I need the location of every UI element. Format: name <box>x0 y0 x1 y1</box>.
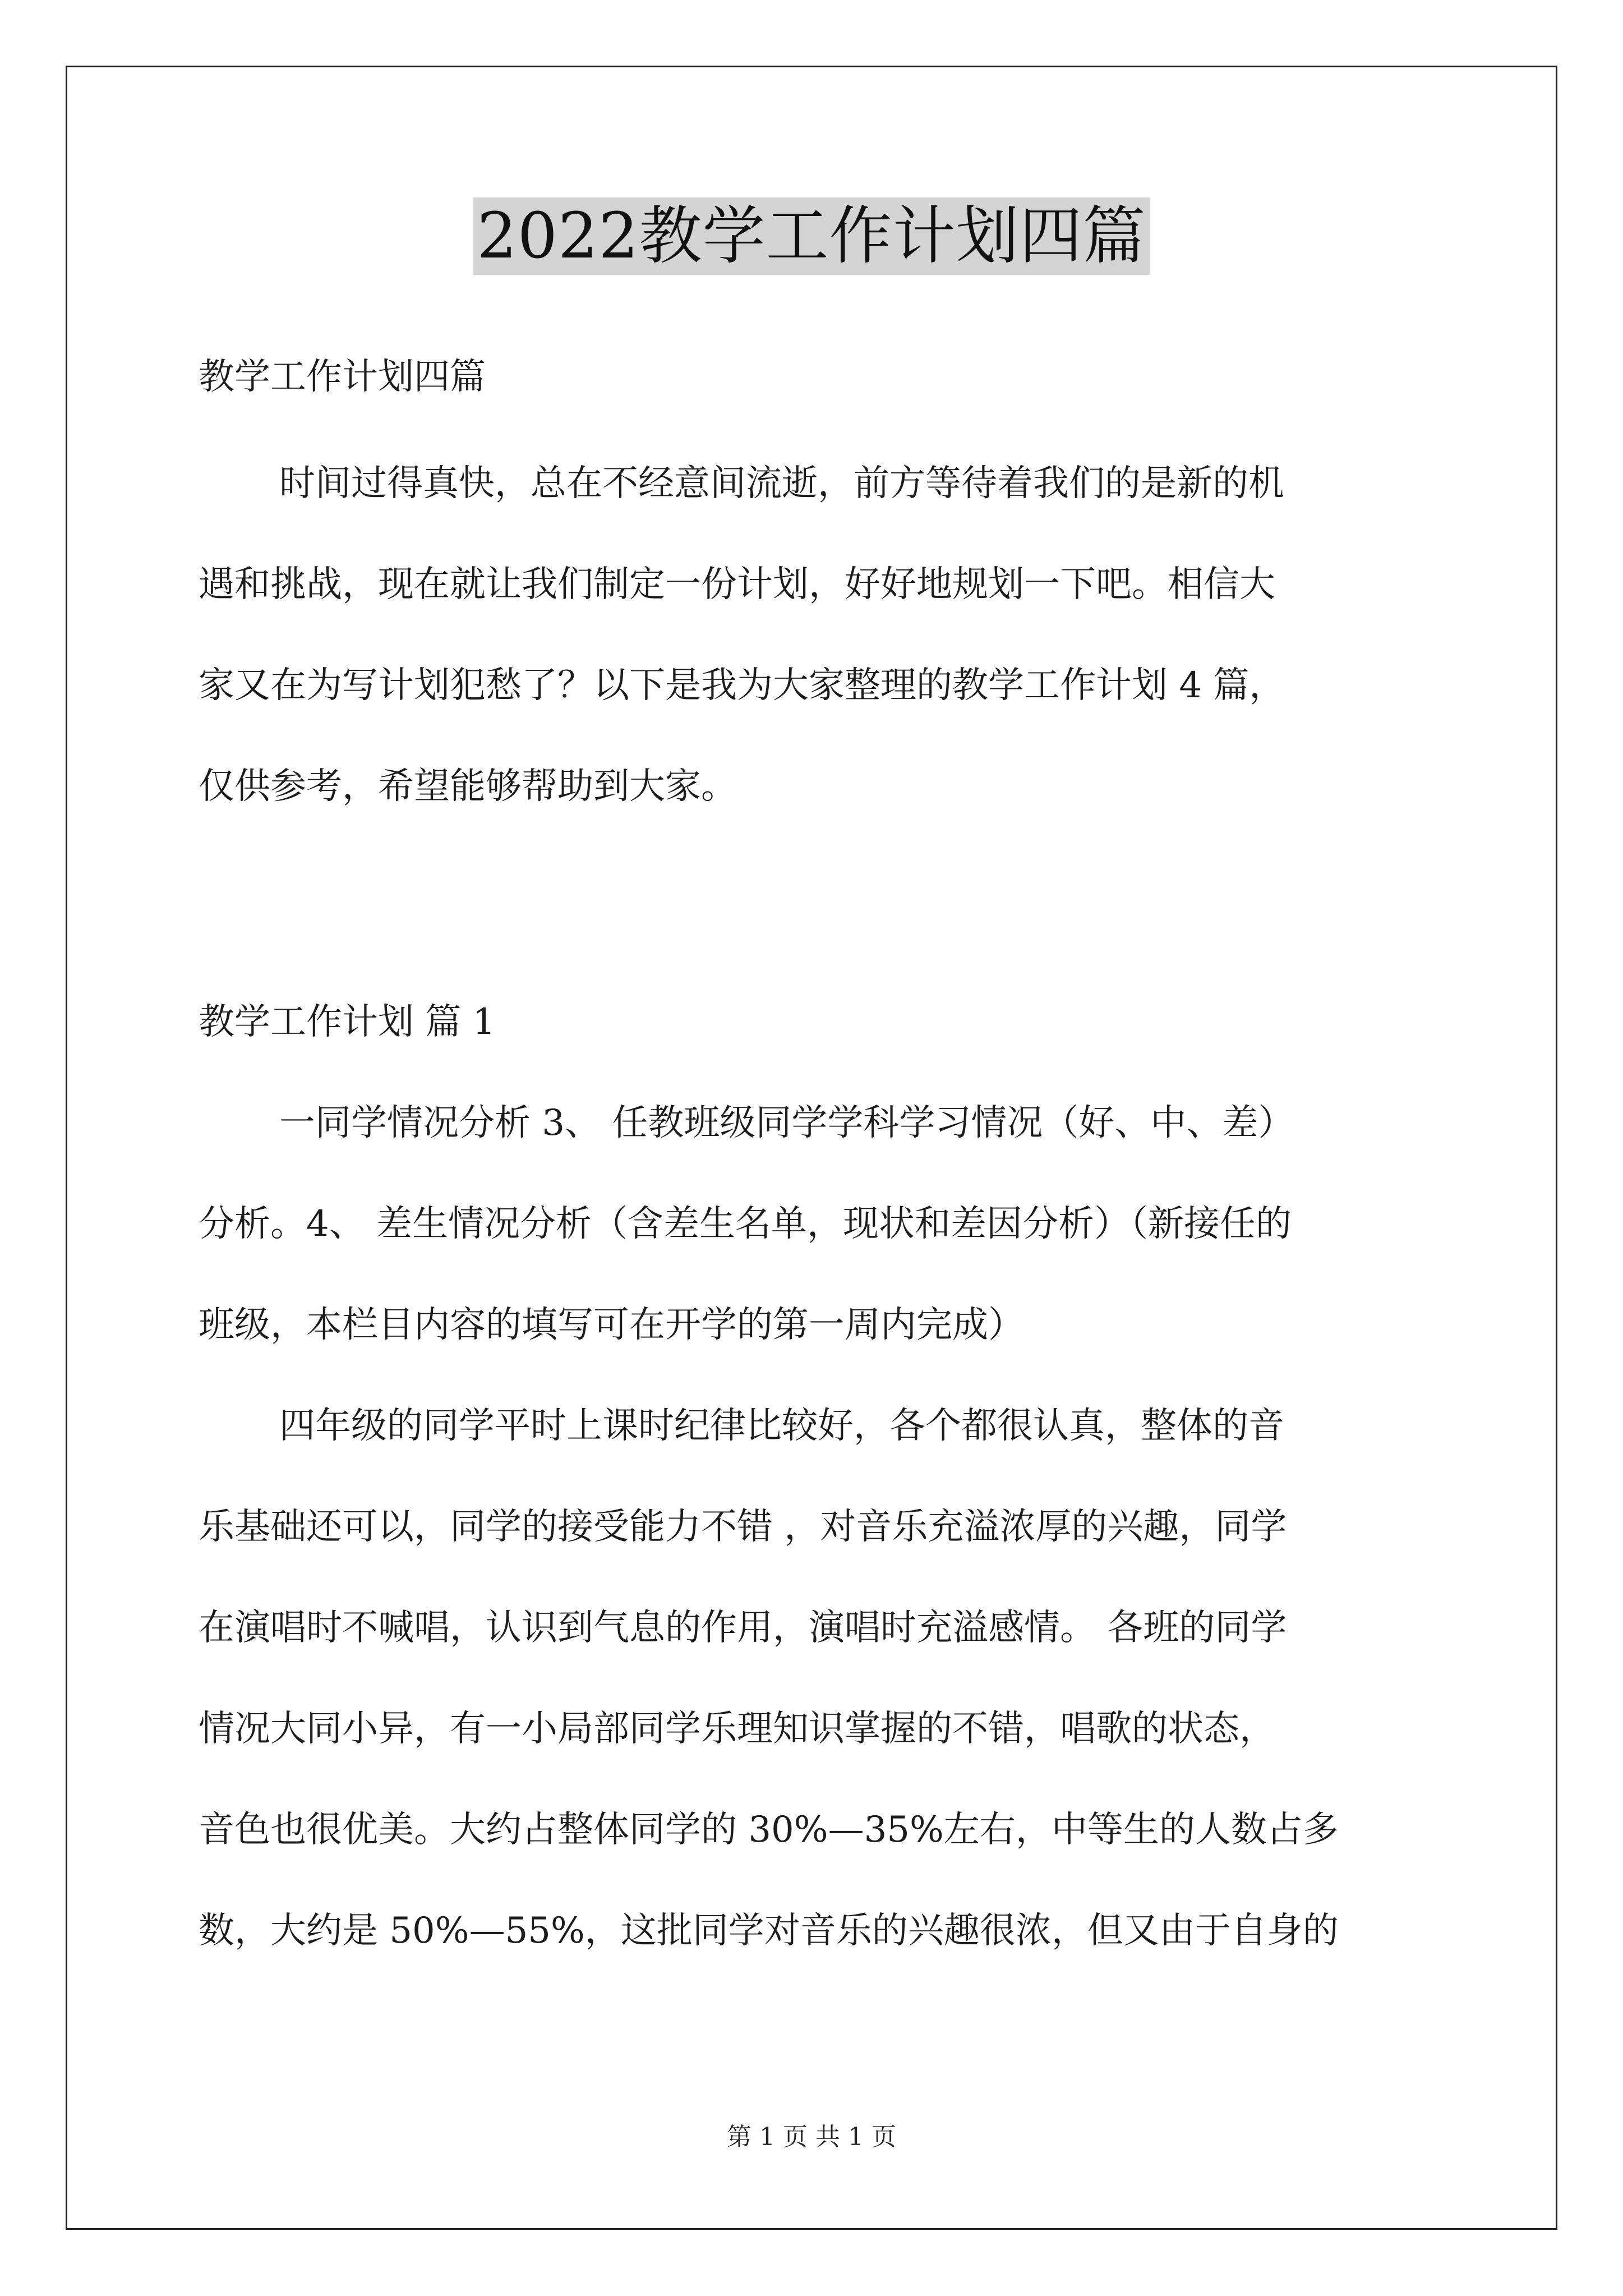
paragraph-line: 在演唱时不喊唱，认识到气息的作用，演唱时充溢感情。 各班的同学 <box>199 1607 1287 1649</box>
paragraph-line: 遇和挑战，现在就让我们制定一份计划，好好地规划一下吧。相信大 <box>199 564 1275 605</box>
paragraph-line: 分析。4、 差生情况分析（含差生名单，现状和差因分析）（新接任的 <box>199 1203 1292 1245</box>
document-title: 2022教学工作计划四篇 <box>473 197 1149 275</box>
paragraph-line: 家又在为写计划犯愁了？以下是我为大家整理的教学工作计划 4 篇， <box>199 665 1285 706</box>
title-container <box>0 197 1623 275</box>
paragraph-line: 情况大同小异，有一小局部同学乐理知识掌握的不错，唱歌的状态， <box>199 1708 1275 1750</box>
paragraph-line: 仅供参考，希望能够帮助到大家。 <box>199 766 737 807</box>
paragraph-line: 音色也很优美。大约占整体同学的 30%—35%左右，中等生的人数占多 <box>199 1809 1339 1851</box>
paragraph-line: 一同学情况分析 3、 任教班级同学学科学习情况（好、中、差） <box>279 1102 1294 1144</box>
paragraph-line: 四年级的同学平时上课时纪律比较好，各个都很认真，整体的音 <box>279 1405 1284 1447</box>
section-heading: 教学工作计划 篇 1 <box>199 1001 496 1043</box>
page-footer: 第 1 页 共 1 页 <box>727 2123 896 2151</box>
paragraph-line: 乐基础还可以，同学的接受能力不错 ，对音乐充溢浓厚的兴趣，同学 <box>199 1506 1287 1548</box>
subtitle-line: 教学工作计划四篇 <box>199 356 486 398</box>
paragraph-line: 时间过得真快，总在不经意间流逝，前方等待着我们的是新的机 <box>279 463 1284 504</box>
paragraph-line: 数，大约是 50%—55%，这批同学对音乐的兴趣很浓，但又由于自身的 <box>199 1910 1339 1952</box>
paragraph-line: 班级，本栏目内容的填写可在开学的第一周内完成） <box>199 1304 1024 1346</box>
